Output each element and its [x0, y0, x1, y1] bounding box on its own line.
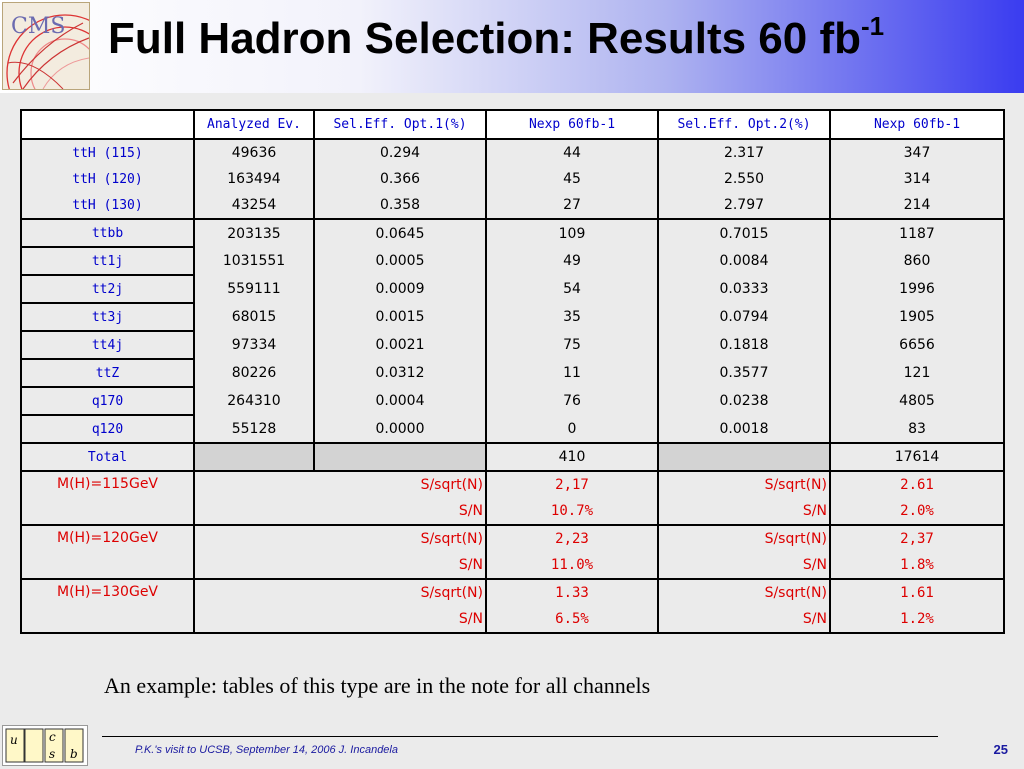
signal-nexp-opt1-cell: 45 [486, 166, 658, 192]
significance-row [21, 471, 1004, 498]
background-seleff-opt1-cell: 0.0009 [314, 275, 486, 303]
footer-text: P.K.'s visit to UCSB, September 14, 2006 J. Incandela [135, 744, 398, 756]
sn-label-opt1: S/N [194, 606, 486, 633]
background-nexp-opt2-cell: 1996 [830, 275, 1004, 303]
background-nexp-opt2-cell: 1905 [830, 303, 1004, 331]
results-table [20, 109, 1005, 634]
background-seleff-opt2-cell: 0.1818 [658, 331, 830, 359]
table-row [21, 331, 1004, 359]
ssqrtn-label-opt1: S/sqrt(N) [194, 471, 486, 498]
header-seleff-opt1: Sel.Eff. Opt.1(%) [314, 110, 486, 139]
background-analyzed-cell: 80226 [194, 359, 314, 387]
background-analyzed-cell: 1031551 [194, 247, 314, 275]
table-row [21, 192, 1004, 219]
header-seleff-opt2: Sel.Eff. Opt.2(%) [658, 110, 830, 139]
background-process-cell: q120 [21, 415, 194, 443]
background-seleff-opt2-cell: 0.0794 [658, 303, 830, 331]
background-nexp-opt1-cell: 76 [486, 387, 658, 415]
sn-label-opt2: S/N [658, 606, 830, 633]
slide-title: Full Hadron Selection: Results 60 $fb^{-1}$ [108, 11, 885, 63]
background-seleff-opt2-cell: 0.3577 [658, 359, 830, 387]
background-seleff-opt2-cell: 0.0333 [658, 275, 830, 303]
higgs-mass-label: M(H)=120GeV [21, 525, 194, 579]
sn-label-opt1: S/N [194, 498, 486, 525]
background-process-cell: ttbb [21, 219, 194, 247]
background-nexp-opt1-cell: 54 [486, 275, 658, 303]
header-analyzed: Analyzed Ev. [194, 110, 314, 139]
background-process-cell: q170 [21, 387, 194, 415]
signal-analyzed-cell: 43254 [194, 192, 314, 219]
ssqrtn-label-opt1: S/sqrt(N) [194, 525, 486, 552]
sn-value-opt1: 11.0% [486, 552, 658, 579]
ssqrtn-value-opt2: 2.61 [830, 471, 1004, 498]
svg-text:s: s [49, 747, 56, 761]
sn-label-opt2: S/N [658, 552, 830, 579]
ssqrtn-label-opt1: S/sqrt(N) [194, 579, 486, 606]
ssqrtn-label-opt2: S/sqrt(N) [658, 471, 830, 498]
background-process-cell: tt1j [21, 247, 194, 275]
svg-text:u: u [10, 733, 18, 747]
ssqrtn-value-opt1: 2,17 [486, 471, 658, 498]
header-nexp-opt1: Nexp 60fb-1 [486, 110, 658, 139]
background-seleff-opt1-cell: 0.0021 [314, 331, 486, 359]
background-seleff-opt2-cell: 0.7015 [658, 219, 830, 247]
signal-seleff-opt2-cell: 2.317 [658, 139, 830, 166]
table-row [21, 166, 1004, 192]
total-nexp-opt2: 17614 [830, 443, 1004, 471]
background-nexp-opt2-cell: 1187 [830, 219, 1004, 247]
background-analyzed-cell: 559111 [194, 275, 314, 303]
table-row [21, 247, 1004, 275]
signal-seleff-opt1-cell: 0.294 [314, 139, 486, 166]
background-nexp-opt2-cell: 83 [830, 415, 1004, 443]
footer-divider [102, 736, 938, 737]
background-seleff-opt2-cell: 0.0238 [658, 387, 830, 415]
signal-nexp-opt1-cell: 27 [486, 192, 658, 219]
header-corner [21, 110, 194, 139]
ssqrtn-label-opt2: S/sqrt(N) [658, 525, 830, 552]
table-row [21, 359, 1004, 387]
sn-label-opt1: S/N [194, 552, 486, 579]
background-nexp-opt2-cell: 860 [830, 247, 1004, 275]
ssqrtn-value-opt1: 2,23 [486, 525, 658, 552]
total-empty-3 [658, 443, 830, 471]
background-seleff-opt1-cell: 0.0000 [314, 415, 486, 443]
background-analyzed-cell: 97334 [194, 331, 314, 359]
signal-process-cell: ttH (120) [21, 166, 194, 192]
background-seleff-opt1-cell: 0.0005 [314, 247, 486, 275]
background-process-cell: tt2j [21, 275, 194, 303]
background-nexp-opt1-cell: 75 [486, 331, 658, 359]
table-row [21, 139, 1004, 166]
sn-value-opt2: 2.0% [830, 498, 1004, 525]
background-seleff-opt1-cell: 0.0645 [314, 219, 486, 247]
table-row [21, 275, 1004, 303]
ssqrtn-label-opt2: S/sqrt(N) [658, 579, 830, 606]
table-row [21, 303, 1004, 331]
total-empty-2 [314, 443, 486, 471]
signal-seleff-opt2-cell: 2.797 [658, 192, 830, 219]
signal-analyzed-cell: 49636 [194, 139, 314, 166]
background-analyzed-cell: 68015 [194, 303, 314, 331]
background-nexp-opt1-cell: 0 [486, 415, 658, 443]
signal-process-cell: ttH (130) [21, 192, 194, 219]
header-nexp-opt2: Nexp 60fb-1 [830, 110, 1004, 139]
background-analyzed-cell: 55128 [194, 415, 314, 443]
signal-analyzed-cell: 163494 [194, 166, 314, 192]
total-label: Total [21, 443, 194, 471]
slide-caption: An example: tables of this type are in the note for all channels [104, 673, 651, 698]
table-row [21, 415, 1004, 443]
background-nexp-opt2-cell: 6656 [830, 331, 1004, 359]
table-header-row [21, 110, 1004, 139]
background-process-cell: tt3j [21, 303, 194, 331]
table-row [21, 219, 1004, 247]
background-nexp-opt1-cell: 109 [486, 219, 658, 247]
background-nexp-opt1-cell: 49 [486, 247, 658, 275]
background-nexp-opt2-cell: 121 [830, 359, 1004, 387]
background-nexp-opt2-cell: 4805 [830, 387, 1004, 415]
page-number: 25 [993, 742, 1008, 757]
background-nexp-opt1-cell: 35 [486, 303, 658, 331]
svg-text:c: c [49, 730, 56, 744]
svg-text:CMS: CMS [11, 14, 66, 39]
sn-value-opt2: 1.2% [830, 606, 1004, 633]
sn-value-opt1: 10.7% [486, 498, 658, 525]
signal-nexp-opt2-cell: 214 [830, 192, 1004, 219]
ssqrtn-value-opt1: 1.33 [486, 579, 658, 606]
sn-value-opt2: 1.8% [830, 552, 1004, 579]
total-empty-1 [194, 443, 314, 471]
signal-seleff-opt2-cell: 2.550 [658, 166, 830, 192]
signal-nexp-opt2-cell: 314 [830, 166, 1004, 192]
signal-nexp-opt2-cell: 347 [830, 139, 1004, 166]
background-analyzed-cell: 203135 [194, 219, 314, 247]
significance-row [21, 579, 1004, 606]
ssqrtn-value-opt2: 2,37 [830, 525, 1004, 552]
signal-seleff-opt1-cell: 0.366 [314, 166, 486, 192]
table-row [21, 387, 1004, 415]
signal-nexp-opt1-cell: 44 [486, 139, 658, 166]
background-seleff-opt1-cell: 0.0312 [314, 359, 486, 387]
background-seleff-opt1-cell: 0.0004 [314, 387, 486, 415]
signal-process-cell: ttH (115) [21, 139, 194, 166]
cms-logo [2, 2, 90, 90]
slide-header [0, 0, 1024, 93]
background-seleff-opt2-cell: 0.0018 [658, 415, 830, 443]
higgs-mass-label: M(H)=130GeV [21, 579, 194, 633]
background-process-cell: tt4j [21, 331, 194, 359]
background-analyzed-cell: 264310 [194, 387, 314, 415]
sn-value-opt1: 6.5% [486, 606, 658, 633]
total-nexp-opt1: 410 [486, 443, 658, 471]
svg-text:b: b [70, 747, 78, 761]
background-seleff-opt1-cell: 0.0015 [314, 303, 486, 331]
background-nexp-opt1-cell: 11 [486, 359, 658, 387]
total-row [21, 443, 1004, 471]
sn-label-opt2: S/N [658, 498, 830, 525]
higgs-mass-label: M(H)=115GeV [21, 471, 194, 525]
background-seleff-opt2-cell: 0.0084 [658, 247, 830, 275]
ucsb-logo [2, 725, 88, 766]
significance-row [21, 525, 1004, 552]
ssqrtn-value-opt2: 1.61 [830, 579, 1004, 606]
signal-seleff-opt1-cell: 0.358 [314, 192, 486, 219]
background-process-cell: ttZ [21, 359, 194, 387]
